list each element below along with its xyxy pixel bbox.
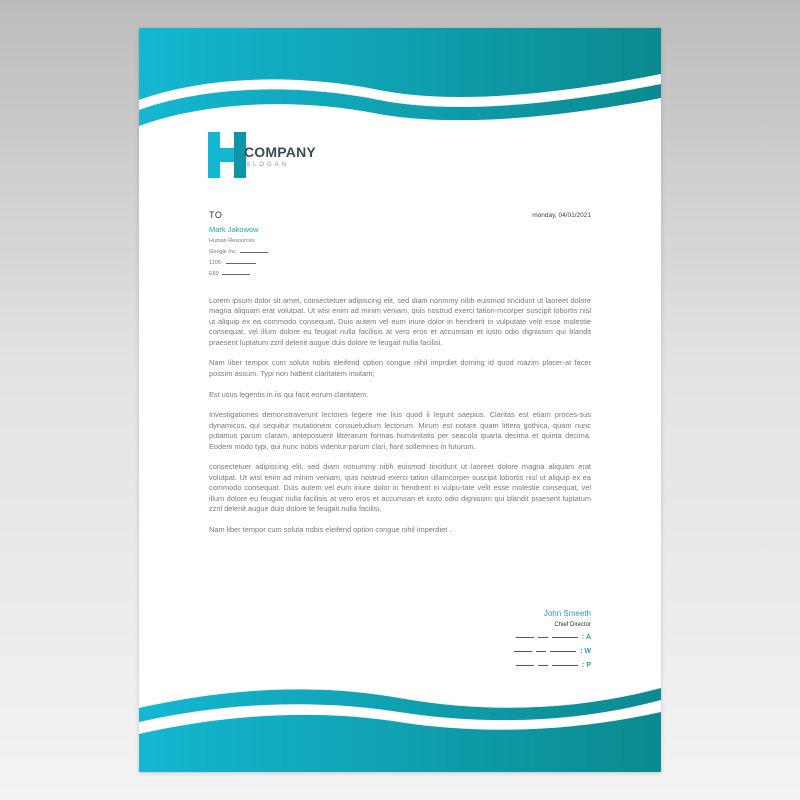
blank-line [552, 637, 578, 638]
recipient-address-line [209, 260, 256, 266]
blank-line [222, 274, 250, 275]
blank-line [538, 637, 548, 638]
body-paragraph: Nam liber tempor cum soluta nobis eleifend option congue nihil imperdiet . [209, 524, 452, 534]
contact-row-web [514, 648, 591, 657]
blank-line [536, 651, 546, 652]
body-paragraph: Investigationes demonstraverunt lectores legere me lius quod ii legunt saepius. Claritas est etiam proces-sus dynamicus, qui sequitur mutationem consuetudium lectorum. Mirum est notare quam littera gothica, quam nunc putamus parum claram, anteposuerit litterarum formas humanitatis per seacula quarta decima et quinta decima. Eodem modo typi, qui nunc nobis videntur parum clari, fiant sollemnes in futurum. [209, 410, 591, 451]
blank-line [514, 651, 532, 652]
signature-name: John Smeeth [543, 609, 591, 618]
blank-line [550, 651, 576, 652]
blank-line [516, 665, 534, 666]
contact-label: : A [581, 634, 591, 641]
recipient-postal-prefix: E89 [209, 271, 219, 277]
blank-line [516, 637, 534, 638]
recipient-name: Mark Jakowow [209, 225, 259, 234]
recipient-address-prefix: 1105- [209, 260, 223, 266]
contact-row-phone [516, 662, 591, 671]
contact-label: : W [580, 648, 591, 655]
letter-body [209, 296, 591, 546]
body-paragraph: Nam liber tempor cum soluta nobis eleifend option congue nihil imprdiet doming id quod mazim placer-at facer possim assum. Typi non habent claritatem insitam; [209, 358, 591, 378]
blank-line [538, 665, 548, 666]
body-paragraph: consectetuer adipiscing elit, sed diam nonummy nibh euismod tincidunt ut laoreet dolore magna aliquam erat volutpat. Ut wisi enim ad minim veniam, quis nostrud exerci tation ullamcorper suscipit lobortis nisl ut aliquip ex ea commodo consequat. Duis autem vel eum iriure dolor in hendrerit in vulpu-tate velit esse molestie consequat, vel illum dolore eu feugiat nulla facilisis at vero eros et accumsan et iusto odio dignissim qui blandit praesent luptatum zzril delenit augue duis dolore te feugait nulla facilisi. [209, 462, 591, 514]
company-logo [208, 132, 328, 182]
header-wave [139, 28, 661, 138]
company-name: COMPANY [244, 144, 316, 160]
contact-row-address [516, 634, 591, 643]
signature-title: Chief Director [554, 622, 591, 628]
blank-line [226, 263, 256, 264]
contact-label: : P [582, 662, 591, 669]
letter-date: monday, 04/01/2021 [532, 212, 591, 219]
recipient-company [209, 249, 268, 255]
company-slogan: SLOGAN [246, 162, 290, 168]
body-paragraph: Lorem ipsum dolor sit amet, consectetuer adipiscing elit, sed diam nonmmy nibh euismod tincidunt ut laoreet dolore magna aliquam erat volutpat. Ut wisi enim ad minim veniam, quis nostrud exerci tation-mcorper suscipit lobortis nisl ut aliquip ex ea commodo consequat. Duis autem vel eum iriure dolor in hendrerit in vulputate velit esse molestie consequat, vel illum dolore eu feugiat nulla facilisis at vero eros et accumsan et iusto odio dignissim qui blandit praesent luptatum zzril delenit augue duis dolore te feugait nulla facilisi. [209, 296, 591, 347]
recipient-company-text: Google Inc. [209, 249, 238, 255]
body-paragraph: Est usus legentis in iis qui facit eorum claritatem. [209, 389, 369, 399]
recipient-department-text: Human Resources [209, 238, 255, 244]
to-label: TO [209, 210, 223, 220]
blank-line [552, 665, 578, 666]
letterhead-sheet [139, 28, 661, 772]
building-block-logo-icon [208, 132, 246, 178]
footer-wave [139, 678, 661, 772]
recipient-department [209, 238, 255, 244]
recipient-postal-line [209, 271, 250, 277]
blank-line [240, 252, 268, 253]
